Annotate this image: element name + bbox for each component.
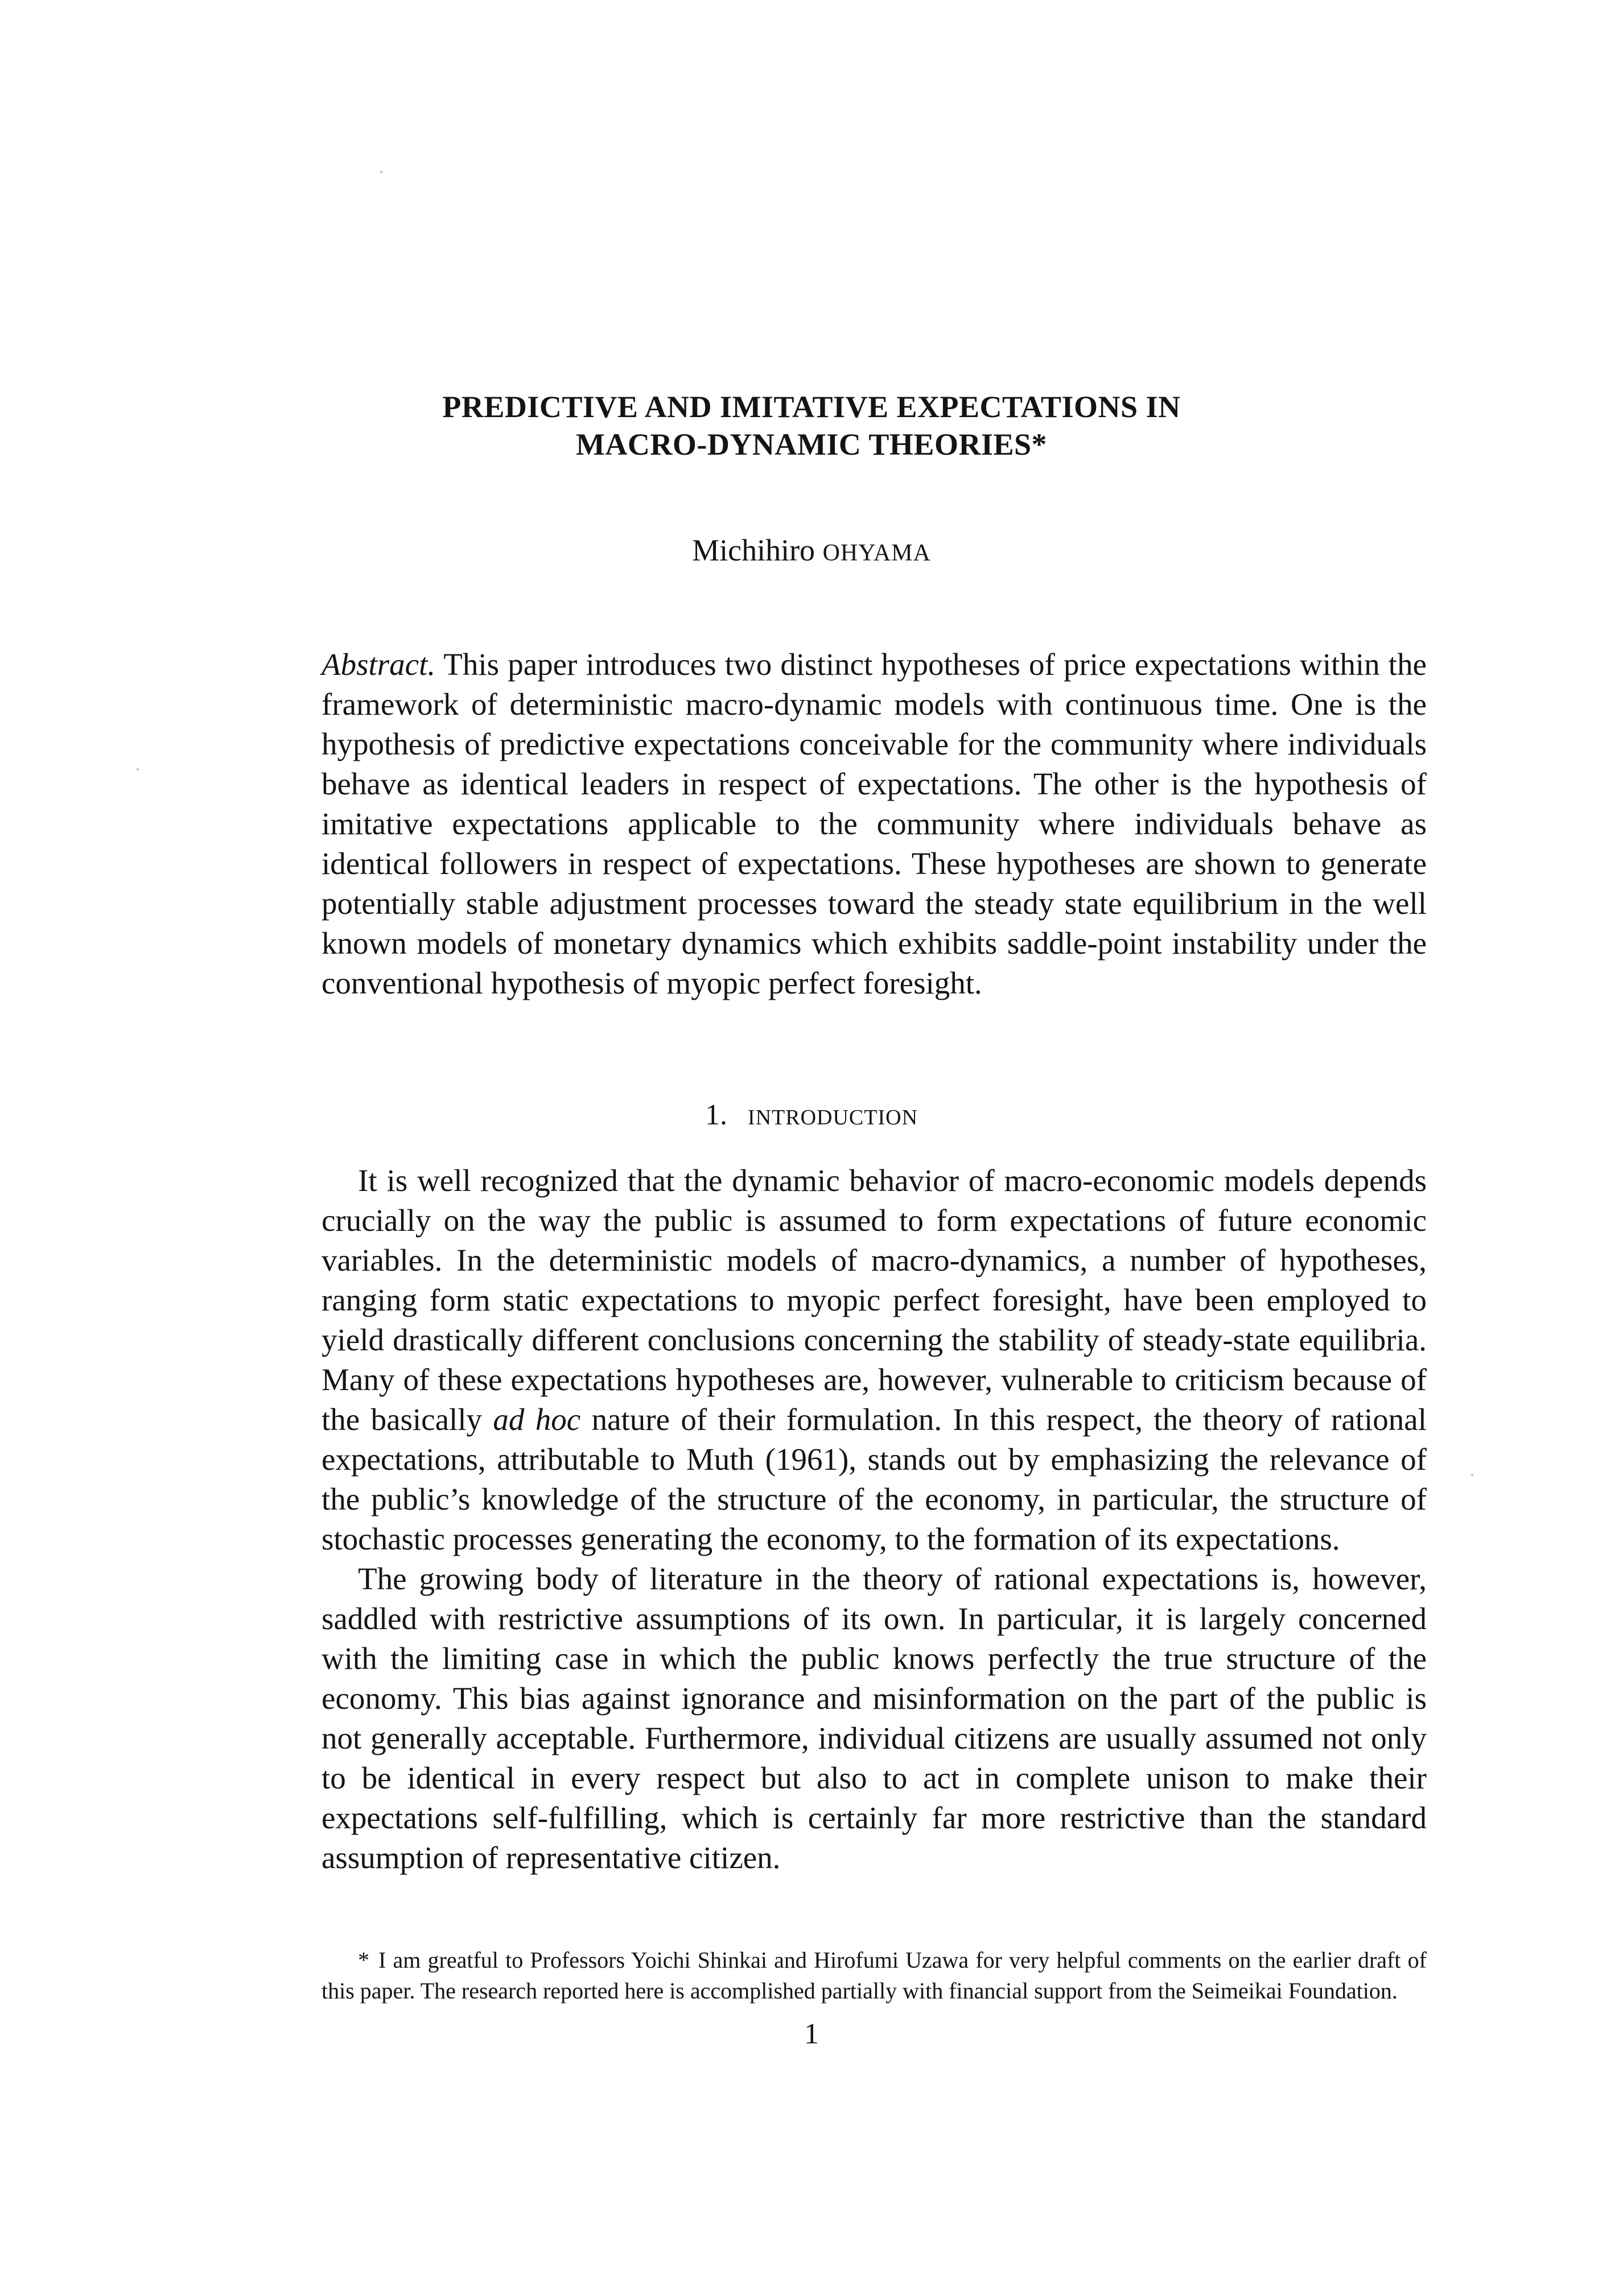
author-last-name: OHYAMA <box>822 540 931 566</box>
author <box>0 533 1623 568</box>
paper-title-line-1: PREDICTIVE AND IMITATIVE EXPECTATIONS IN <box>442 390 1181 424</box>
author-first-name: Michihiro <box>692 533 823 567</box>
page-number: 1 <box>804 2018 819 2050</box>
introduction-body <box>322 1161 1427 1878</box>
intro-p1-italic: ad hoc <box>493 1402 581 1437</box>
scan-speck <box>1471 1474 1473 1476</box>
abstract-text: This paper introduces two distinct hypotheses of price expectations within the framework of deterministic macro-dynamic models with continuous time. One is the hypothesis of predictive expectations conceivable for the community where individuals behave as identical leaders in respect of expectations. The other is the hypothesis of imitative expectations applicable to the community where individuals behave as identical followers in respect of expectations. These hypotheses are shown to generate potentially stable adjustment processes toward the steady state equilibrium in the well known models of monetary dynamics which exhibits saddle-point instability under the conventional hypothesis of myopic perfect foresight. <box>322 647 1427 1000</box>
scan-speck <box>137 768 139 770</box>
footnote-mark: * <box>358 1947 369 1973</box>
intro-p1-text-b: nature of their formulation. In this respect, the theory of rational expectations, attributable to Muth (1961), stands out by emphasizing the relevance of the public’s knowledge of the structure of the economy, in particular, the structure of stochastic processes generating the economy, to the formation of its expectations. <box>322 1402 1427 1556</box>
intro-paragraph-1 <box>322 1161 1427 1559</box>
footnote <box>322 1945 1427 2006</box>
abstract-label: Abstract. <box>322 647 436 682</box>
footnote-text: I am greatful to Professors Yoichi Shinkai and Hirofumi Uzawa for very helpful comments on the earlier draft of this paper. The research reported here is accomplished partially with financial support from the Seimeikai Foundation. <box>322 1947 1427 2004</box>
paper-title-line-2: MACRO-DYNAMIC THEORIES* <box>575 427 1048 461</box>
section-title: INTRODUCTION <box>747 1106 918 1130</box>
scan-speck <box>380 171 382 173</box>
intro-p1-text-a: It is well recognized that the dynamic behavior of macro-economic models depends crucially on the way the public is assumed to form expectations of future economic variables. In the deterministic models of macro-dynamics, a number of hypotheses, ranging form static expectations to myopic perfect foresight, have been employed to yield drastically different conclusions concerning the stability of steady-state equilibria. Many of these expectations hypotheses are, however, vulnerable to criticism because of the basically <box>322 1163 1427 1437</box>
section-heading <box>0 1098 1623 1132</box>
abstract <box>322 645 1427 1003</box>
intro-paragraph-2: The growing body of literature in the theory of rational expectations is, however, saddled with restrictive assumptions of its own. In particular, it is largely concerned with the limiting case in which the public knows perfectly the true structure of the economy. This bias against ignorance and misinformation on the part of the public is not generally acceptable. Furthermore, individual citizens are usually assumed not only to be identical in every respect but also to act in complete unison to make their expectations self-fulfilling, which is certainly far more restrictive than the standard assumption of representative citizen. <box>322 1561 1427 1875</box>
section-number: 1. <box>705 1099 727 1131</box>
